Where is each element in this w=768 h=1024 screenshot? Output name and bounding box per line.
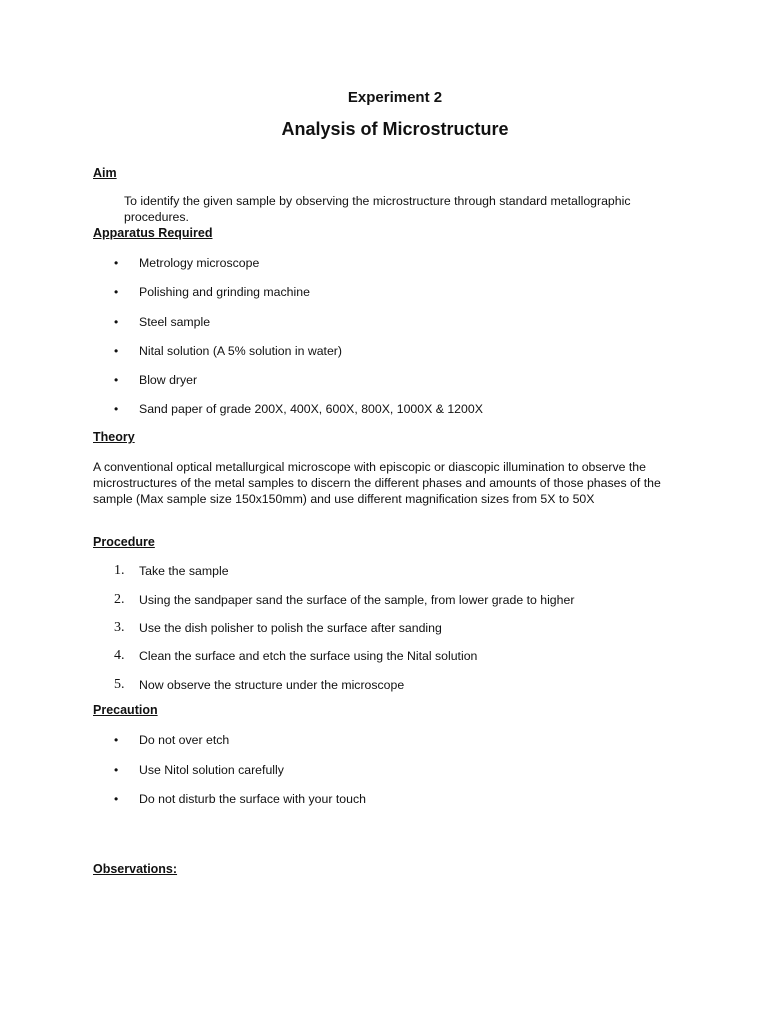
list-item <box>0 371 700 389</box>
aim-heading: Aim <box>93 166 117 180</box>
list-item <box>0 591 700 609</box>
list-item-text: Metrology microscope <box>139 256 260 270</box>
list-item-text: Sand paper of grade 200X, 400X, 600X, 800X, 1000X & 1200X <box>139 402 483 416</box>
list-item-text: Polishing and grinding machine <box>139 285 310 299</box>
bullet-icon: • <box>114 285 119 299</box>
bullet-icon: • <box>114 763 119 777</box>
observations-heading: Observations: <box>93 862 178 876</box>
bullet-icon: • <box>114 373 119 387</box>
step-text: Take the sample <box>139 564 229 578</box>
list-item <box>0 761 700 779</box>
step-number: 4. <box>114 648 125 663</box>
list-item <box>0 342 700 360</box>
theory-heading: Theory <box>93 430 135 444</box>
step-number: 3. <box>114 620 125 635</box>
bullet-icon: • <box>114 733 119 747</box>
precaution-heading: Precaution <box>93 703 158 717</box>
list-item <box>0 731 700 749</box>
bullet-icon: • <box>114 792 119 806</box>
list-item-text: Steel sample <box>139 315 211 329</box>
list-item <box>0 790 700 808</box>
procedure-heading: Procedure <box>93 535 155 549</box>
list-item <box>0 562 700 580</box>
list-item-text: Use Nitol solution carefully <box>139 763 284 777</box>
list-item <box>0 647 700 665</box>
bullet-icon: • <box>114 402 119 416</box>
bullet-icon: • <box>114 256 119 270</box>
experiment-number: Experiment 2 <box>347 89 443 106</box>
apparatus-heading: Apparatus Required <box>93 226 213 240</box>
list-item <box>0 313 700 331</box>
page-title: Analysis of Microstructure <box>281 119 509 139</box>
step-number: 1. <box>114 563 125 578</box>
step-text: Now observe the structure under the microscope <box>139 678 405 692</box>
step-number: 5. <box>114 677 125 692</box>
bullet-icon: • <box>114 344 119 358</box>
list-item <box>0 676 700 694</box>
list-item <box>0 254 700 272</box>
step-text: Clean the surface and etch the surface using the Nital solution <box>139 649 478 663</box>
theory-text: A conventional optical metallurgical microscope with episcopic or diascopic illumination to observe the microstructures of the metal samples to discern the different phases and amounts of those phases of the sample (Max sample size 150x150mm) and use different magnification sizes from 5X to 50X <box>93 460 661 506</box>
list-item <box>0 400 700 418</box>
step-text: Using the sandpaper sand the surface of the sample, from lower grade to higher <box>139 593 575 607</box>
list-item-text: Do not disturb the surface with your touch <box>139 792 366 806</box>
list-item-text: Nital solution (A 5% solution in water) <box>139 344 342 358</box>
list-item <box>0 619 700 637</box>
bullet-icon: • <box>114 315 119 329</box>
aim-text: To identify the given sample by observing the microstructure through standard metallographic procedures. <box>124 194 631 224</box>
step-number: 2. <box>114 592 125 607</box>
list-item-text: Blow dryer <box>139 373 198 387</box>
list-item <box>0 283 700 301</box>
step-text: Use the dish polisher to polish the surface after sanding <box>139 621 442 635</box>
list-item-text: Do not over etch <box>139 733 230 747</box>
